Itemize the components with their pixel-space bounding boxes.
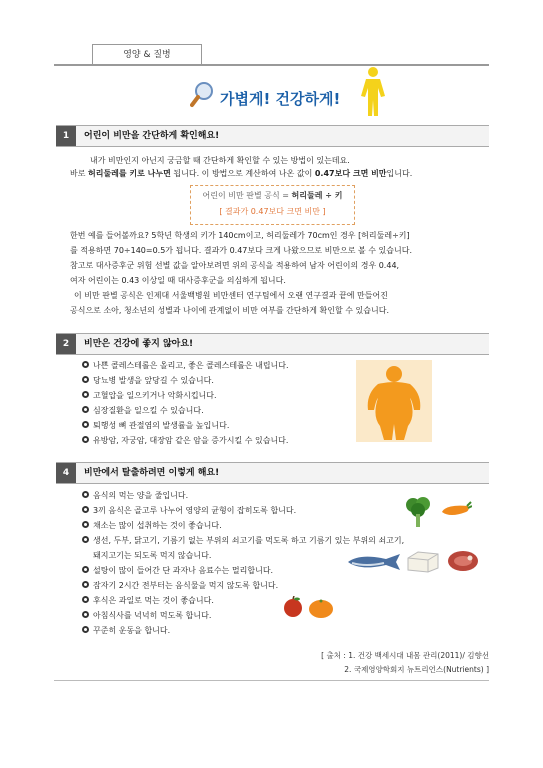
section-title: 어린이 비만을 간단하게 확인해요! xyxy=(84,131,220,141)
section-4-header xyxy=(56,462,489,484)
paragraph: 내가 비만인지 아닌지 궁금할 때 간단하게 확인할 수 있는 방법이 있는데요. xyxy=(90,156,350,165)
text: 입니다. xyxy=(386,169,413,178)
meat-icon xyxy=(446,549,480,573)
text: 바로 xyxy=(70,169,88,178)
list-item-text: 고혈압을 일으키거나 악화시킵니다. xyxy=(93,391,217,400)
category-tab: 영양 & 질병 xyxy=(92,44,202,65)
paragraph: 공식으로 소아, 청소년의 성별과 나이에 관계없이 비만 여부를 간단하게 확인할 수 있습니다. xyxy=(70,306,389,315)
bullet-icon xyxy=(82,596,89,603)
list-item xyxy=(82,608,404,623)
section-title: 비만은 건강에 좋지 않아요! xyxy=(84,339,194,349)
bullet-icon xyxy=(82,361,89,368)
bullet-icon xyxy=(82,536,89,543)
list-item-text: 설탕이 많이 들어간 단 과자나 음료수는 멀리합니다. xyxy=(93,566,274,575)
list-item xyxy=(82,433,289,448)
formula-line xyxy=(191,190,354,201)
section-number: 1 xyxy=(56,126,76,146)
emphasis-text: 0.47보다 크면 비만 xyxy=(314,169,387,178)
bottom-divider xyxy=(54,680,489,681)
section-2-header xyxy=(56,333,489,355)
paragraph: 여자 어린이는 0.43 이상일 때 대사증후군을 의심하게 됩니다. xyxy=(70,276,286,285)
apple-icon xyxy=(282,596,304,618)
section-title: 비만에서 탈출하려면 이렇게 해요! xyxy=(84,468,220,478)
paragraph: 한번 예를 들어볼까요? 5학년 학생의 키가 140cm이고, 허리둘레가 70cm인 경우 [허리둘레÷키] xyxy=(70,231,410,240)
top-divider xyxy=(54,64,489,66)
section-number: 4 xyxy=(56,463,76,483)
list-item-text: 당뇨병 발생을 앞당길 수 있습니다. xyxy=(93,376,214,385)
broccoli-icon xyxy=(404,496,432,528)
emphasis-text: 허리둘레 ÷ 키 xyxy=(291,191,343,200)
bullet-icon xyxy=(82,521,89,528)
list-item xyxy=(82,488,404,503)
bullet-icon xyxy=(82,626,89,633)
tofu-icon xyxy=(406,550,440,574)
formula-box xyxy=(190,185,355,225)
bullet-icon xyxy=(82,436,89,443)
list-item xyxy=(82,518,404,533)
list-item-text: 꾸준히 운동을 합니다. xyxy=(93,626,171,635)
list-item-text: 3끼 음식은 골고루 나누어 영양의 균형이 잡히도록 합니다. xyxy=(93,506,297,515)
bullet-icon xyxy=(82,421,89,428)
list-item-text: 아침식사를 넉넉히 먹도록 합니다. xyxy=(93,611,212,620)
paragraph: 이 비만 판별 공식은 인제대 서울백병원 비만센터 연구팀에서 오랜 연구결과 끝에 만들어진 xyxy=(74,291,388,300)
list-item xyxy=(82,623,404,638)
fish-icon xyxy=(346,553,402,571)
magnifier-icon xyxy=(190,80,216,108)
paragraph: 참고로 대사증후군 위험 선별 값을 알아보려면 위의 공식을 적용하여 남자 어린이의 경우 0.44, xyxy=(70,261,400,270)
carrot-icon xyxy=(440,500,472,520)
list-item xyxy=(82,403,289,418)
formula-result: [ 결과가 0.47보다 크면 비만 ] xyxy=(219,207,326,216)
list-item-text: 유방암, 자궁암, 대장암 같은 암을 증가시킬 수 있습니다. xyxy=(93,436,289,445)
obese-figure-illustration xyxy=(356,360,432,442)
list-item-text: 심장질환을 일으킬 수 있습니다. xyxy=(93,406,204,415)
list-item xyxy=(82,418,289,433)
list-item-text: 나쁜 콜레스테롤은 올리고, 좋은 콜레스테롤은 내립니다. xyxy=(93,361,289,370)
bullet-icon xyxy=(82,566,89,573)
list-item xyxy=(82,578,404,593)
paragraph xyxy=(70,166,490,182)
orange-fruit-icon xyxy=(308,597,334,619)
list-item-continuation: 돼지고기는 되도록 먹지 않습니다. xyxy=(93,551,212,560)
bullet-icon xyxy=(82,506,89,513)
bullet-icon xyxy=(82,611,89,618)
bullet-icon xyxy=(82,376,89,383)
list-item-text: 후식은 과일로 먹는 것이 좋습니다. xyxy=(93,596,214,605)
list-item xyxy=(82,388,289,403)
risk-list xyxy=(82,358,289,448)
paragraph: 를 적용하면 70÷140=0.5가 됩니다. 결과가 0.47보다 크게 나왔으므로 비만으로 볼 수 있습니다. xyxy=(70,246,413,255)
list-item-text: 잠자기 2시간 전부터는 음식물을 먹지 않도록 합니다. xyxy=(93,581,279,590)
list-item xyxy=(82,533,404,548)
source-line-1: [ 출처 : 1. 건강 백세시대 내몸 관리(2011)/ 김향선 xyxy=(321,651,489,660)
bullet-icon xyxy=(82,581,89,588)
bullet-icon xyxy=(82,406,89,413)
person-silhouette-icon xyxy=(358,66,388,118)
emphasis-text: 허리둘레를 키로 나누면 xyxy=(88,169,171,178)
list-item-text: 음식의 먹는 양을 줄입니다. xyxy=(93,491,189,500)
list-item-text: 채소는 많이 섭취하는 것이 좋습니다. xyxy=(93,521,222,530)
bullet-icon xyxy=(82,391,89,398)
section-number: 2 xyxy=(56,334,76,354)
text: 됩니다. 이 방법으로 계산하여 나온 값이 xyxy=(170,169,315,178)
page-title xyxy=(220,88,340,109)
list-item xyxy=(82,373,289,388)
list-item xyxy=(82,358,289,373)
title-text: 가볍게! 건강하게! xyxy=(220,90,341,108)
list-item xyxy=(82,503,404,518)
source-line-2: 2. 국제영양학회지 뉴트리언스(Nutrients) ] xyxy=(344,665,489,674)
list-item xyxy=(82,593,404,608)
bullet-icon xyxy=(82,491,89,498)
list-item-text: 생선, 두부, 닭고기, 기름기 없는 부위의 쇠고기를 먹도록 하고 기름기 있는 부위의 쇠고기, xyxy=(93,536,405,545)
list-item-text: 퇴행성 뼈 관절염의 발생률을 높입니다. xyxy=(93,421,230,430)
text: 어린이 비만 판별 공식 = xyxy=(202,191,292,200)
section-1-header xyxy=(56,125,489,147)
